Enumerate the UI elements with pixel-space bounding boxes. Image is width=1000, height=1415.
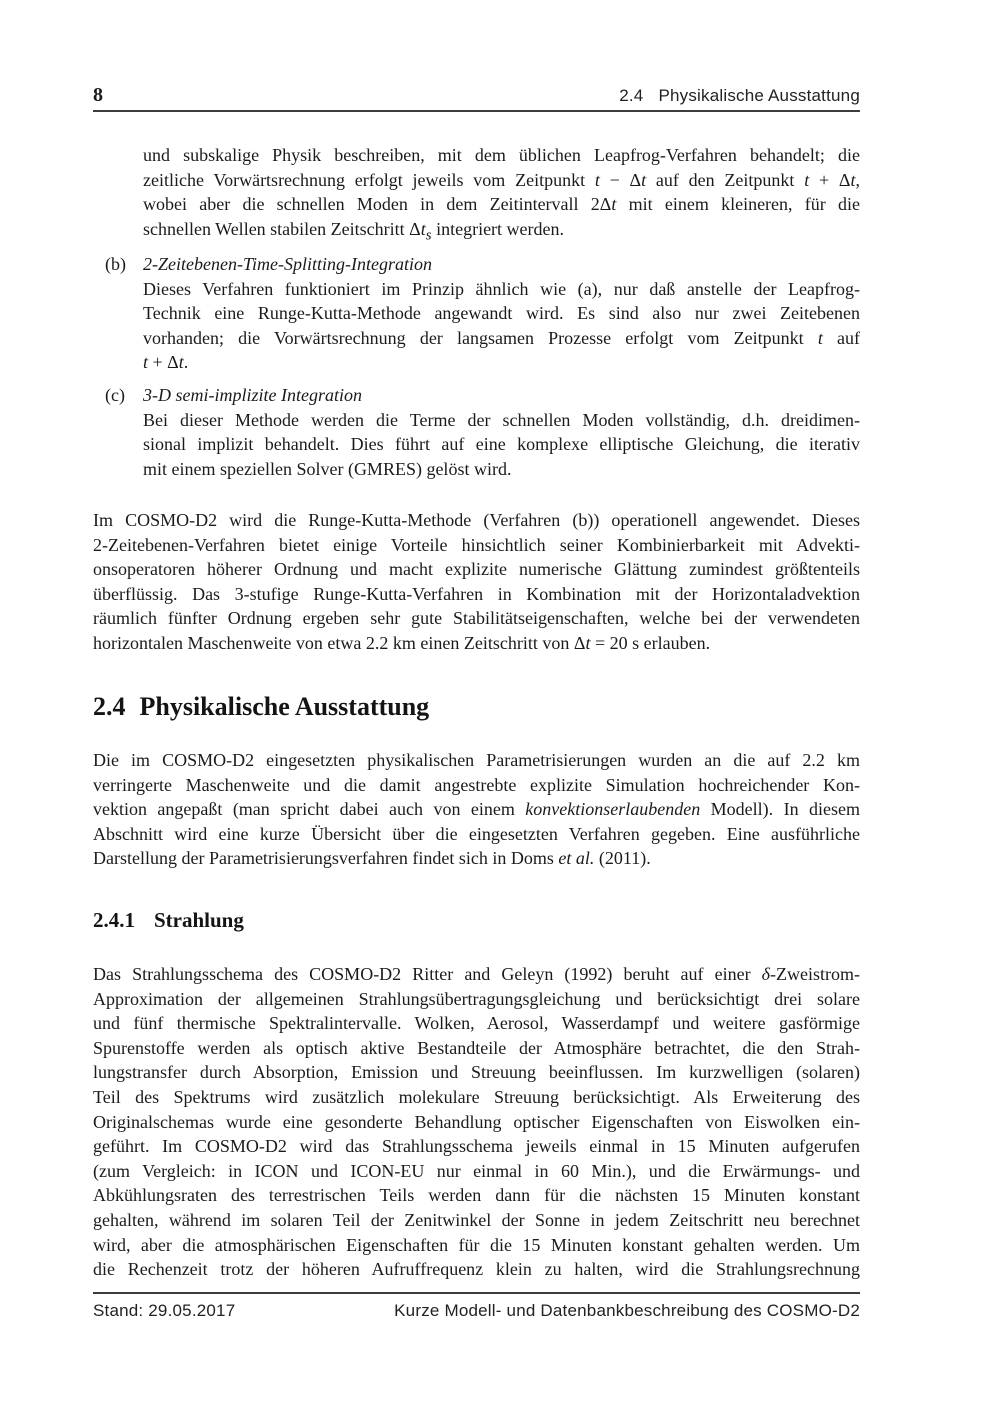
subsection-heading-2-4-1 xyxy=(93,908,860,932)
text-line: schnellen Wellen stabilen Zeitschritt $\Delta t_s$ integriert werden. xyxy=(143,218,565,244)
paragraph-timesplitting-continuation xyxy=(143,143,860,244)
text-line: 2-Zeitebenen-Verfahren bietet einige Vorteile hinsichtlich seiner Kombinierbarkeit mit Advekti- xyxy=(93,534,860,555)
section-title: Physikalische Ausstattung xyxy=(139,692,430,721)
text-line: und subskalige Physik beschreiben, mit dem üblichen Leapfrog-Verfahren behandelt; die xyxy=(143,145,860,165)
paragraph-runge-kutta xyxy=(93,508,860,656)
text-line: verringerte Maschenweite und die damit angestrebte explizite Simulation hochreichender Kon- xyxy=(93,774,860,795)
text-line: Spurenstoffe werden als optisch aktive Bestandteile der Atmosphäre betrachtet, die den Strah- xyxy=(93,1037,860,1058)
running-header-section-title: Physikalische Ausstattung xyxy=(658,86,860,105)
page-footer xyxy=(93,1301,860,1321)
text-line: Teil des Spektrums wird zusätzlich molekulare Streuung berücksichtigt. Als Erweiterung des xyxy=(93,1086,860,1107)
text-line: zeitliche Vorwärtsrechnung erfolgt jeweils vom Zeitpunkt t − Δt auf den Zeitpunkt t + Δt, xyxy=(143,169,860,190)
list-item-b xyxy=(93,252,860,375)
section-number: 2.4 xyxy=(93,692,126,721)
footer-doc-title: Kurze Modell- und Datenbankbeschreibung des COSMO-D2 xyxy=(394,1301,860,1320)
text-line: horizontalen Maschenweite von etwa 2.2 km einen Zeitschritt von Δt = 20 s erlauben. xyxy=(93,632,711,653)
section-heading-2-4 xyxy=(93,692,860,722)
list-item-c xyxy=(93,383,860,481)
text-line: Technik eine Runge-Kutta-Methode angewandt wird. Es sind also nur zwei Zeitebenen xyxy=(143,303,860,324)
text-line: wird, aber die atmosphärischen Eigenschaften für die 15 Minuten konstant gehalten werden. Um xyxy=(93,1234,860,1255)
list-item-b-label: (b) xyxy=(105,254,126,274)
text-line: Im COSMO-D2 wird die Runge-Kutta-Methode (Verfahren (b)) operationell angewendet. Dieses xyxy=(93,510,860,530)
text-line: (zum Vergleich: in ICON und ICON-EU nur einmal in 60 Min.), und die Erwärmungs- und xyxy=(93,1160,860,1181)
text-line: Approximation der allgemeinen Strahlungsübertragungsgleichung und berücksichtigt drei solare xyxy=(93,988,860,1009)
page-number: 8 xyxy=(93,84,103,106)
text-line: und fünf thermische Spektralintervalle. Wolken, Aerosol, Wasserdampf und weitere gasförmige xyxy=(93,1013,860,1034)
list-item-c-label: (c) xyxy=(105,385,125,405)
text-line: Darstellung der Parametrisierungsverfahren findet sich in Doms et al. (2011). xyxy=(93,848,651,869)
text-line: t + Δt. xyxy=(143,352,189,373)
text-line: vektion angepaßt (man spricht dabei auch von einem konvektionserlaubenden Modell). In diesem xyxy=(93,799,860,820)
footer-rule xyxy=(93,1292,860,1294)
text-line: lungstransfer durch Absorption, Emission und Streuung beeinflussen. Im kurzwelligen (solaren) xyxy=(93,1062,860,1083)
text-line: Originalschemas wurde eine gesonderte Behandlung optischer Eigenschaften von Eiswolken ein- xyxy=(93,1111,860,1132)
list-item-c-title: 3-D semi-implizite Integration xyxy=(143,385,362,405)
text-line: Das Strahlungsschema des COSMO-D2 Ritter and Geleyn (1992) beruht auf einer δ-Zweistrom- xyxy=(93,964,860,984)
running-header xyxy=(619,86,860,106)
text-line: Bei dieser Methode werden die Terme der schnellen Moden vollständig, d.h. dreidimen- xyxy=(143,409,860,430)
text-line: gehalten, während im solaren Teil der Zenitwinkel der Sonne in jedem Zeitschritt neu berechnet xyxy=(93,1209,860,1230)
paragraph-strahlung xyxy=(93,962,860,1282)
text-line: räumlich fünfter Ordnung ergeben sehr gute Stabilitätseigenschaften, welche bei der verwendeten xyxy=(93,608,860,629)
text-line: onsoperatoren höherer Ordnung und macht explizite numerische Glättung zumindest größtenteils xyxy=(93,559,860,580)
text-line: mit einem speziellen Solver (GMRES) gelöst wird. xyxy=(143,458,512,479)
paragraph-physik-intro xyxy=(93,748,860,871)
page-header xyxy=(93,84,860,107)
text-line: überflüssig. Das 3-stufige Runge-Kutta-Verfahren in Kombination mit der Horizontaladvektion xyxy=(93,583,860,604)
list-item-c-body xyxy=(143,408,860,482)
text-line: wobei aber die schnellen Moden in dem Zeitintervall 2Δt mit einem kleineren, für die xyxy=(143,194,860,215)
text-line: Abschnitt wird eine kurze Übersicht über die eingesetzten Verfahren gegeben. Eine ausführliche xyxy=(93,823,860,844)
text-line: vorhanden; die Vorwärtsrechnung der langsamen Prozesse erfolgt vom Zeitpunkt t auf xyxy=(143,327,860,348)
text-line: Dieses Verfahren funktioniert im Prinzip ähnlich wie (a), nur daß anstelle der Leapfrog- xyxy=(143,278,860,299)
text-line: sional implizit behandelt. Dies führt auf eine komplexe elliptische Gleichung, die iterativ xyxy=(143,434,860,455)
text-line: geführt. Im COSMO-D2 wird das Strahlungsschema jeweils einmal in 15 Minuten aufgerufen xyxy=(93,1136,860,1157)
text-line: Abkühlungsraten des terrestrischen Teils werden dann für die nächsten 15 Minuten konstant xyxy=(93,1185,860,1206)
list-item-b-body xyxy=(143,277,860,375)
running-header-section-number: 2.4 xyxy=(619,86,644,105)
list-item-b-title: 2-Zeitebenen-Time-Splitting-Integration xyxy=(143,254,432,274)
footer-date: Stand: 29.05.2017 xyxy=(93,1301,236,1320)
text-line: die Rechenzeit trotz der höheren Aufruffrequenz klein zu halten, wird die Strahlungsrechnung xyxy=(93,1259,860,1280)
subsection-number: 2.4.1 xyxy=(93,908,135,932)
header-rule xyxy=(93,110,860,112)
subsection-title: Strahlung xyxy=(154,908,244,932)
text-line: Die im COSMO-D2 eingesetzten physikalischen Parametrisierungen wurden an die auf 2.2 km xyxy=(93,750,860,770)
